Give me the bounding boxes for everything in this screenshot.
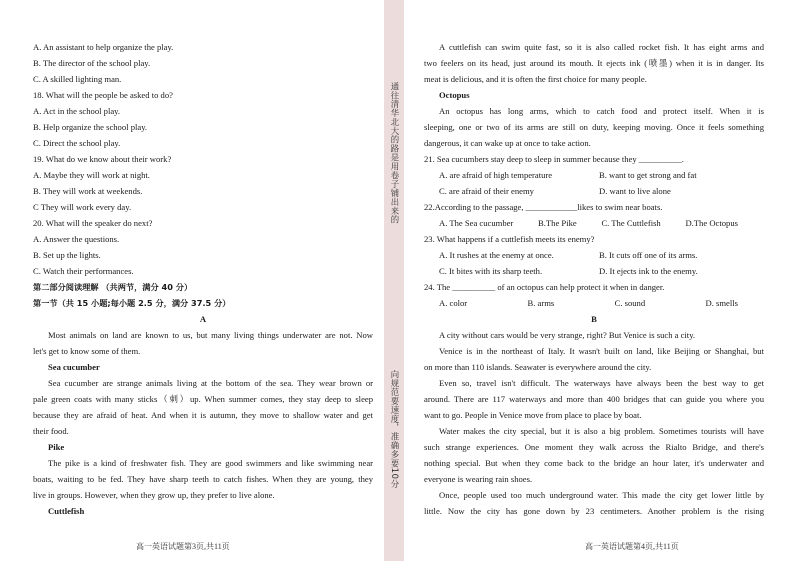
venice-line: Once, people used too much underground water. This made the city get lower little by [439,490,764,500]
q20-option-a: A. Answer the questions. [33,234,120,244]
q17-option-b: B. The director of the school play. [33,58,151,68]
sea-cucumber-line: because they are afraid of heat. And when it is autumn, they move to shallow water and get [33,410,373,420]
q20-question: 20. What will the speaker do next? [33,218,153,228]
q22-option-c: C. The Cuttlefish [601,218,661,228]
q22-option-b: B.The Pike [538,218,577,228]
q23-option-a: A. It rushes at the enemy at once. [439,250,554,260]
section-one-title: 第一节（共 15 小题;每小题 2.5 分，满分 37.5 分） [33,298,231,308]
page-footer-right: 高一英语试题第4页,共11页 [585,542,679,551]
intro-line: let's get to know some of them. [33,346,141,356]
q21-question: 21. Sea cucumbers stay deep to sleep in summer because they __________. [424,154,684,164]
cuttlefish-line: A cuttlefish can swim quite fast, so it is also called rocket fish. It has eight arms and [439,42,764,52]
page-footer-left: 高一英语试题第3页,共11页 [136,542,230,551]
pike-heading: Pike [48,442,65,452]
venice-line: around. There are 117 waterways and more than 400 bridges that can guide you where you [424,394,764,404]
q20-option-b: B. Set up the lights. [33,250,101,260]
sea-cucumber-line: their food. [33,426,69,436]
q19-option-a: A. Maybe they will work at night. [33,170,150,180]
q21-options-row [424,167,764,183]
pike-line: The pike is a kind of freshwater fish. They are good swimmers and like swimming near [48,458,373,468]
q24-options-row [424,295,764,311]
q23-option-c: C. It bites with its sharp teeth. [439,266,543,276]
sea-cucumber-heading: Sea cucumber [48,362,100,372]
venice-line: on more than 110 islands. Seawater is everywhere around the city. [424,362,652,372]
q19-question: 19. What do we know about their work? [33,154,172,164]
q17-option-a: A. An assistant to help organize the play. [33,42,174,52]
left-page [33,39,373,519]
cuttlefish-heading: Cuttlefish [48,506,85,516]
venice-line: nothing special. But when they come back to the bridge an hour later, it's underwater and [424,458,764,468]
q22-option-d: D.The Octopus [685,218,738,228]
q24-question: 24. The __________ of an octopus can help protect it when in danger. [424,282,665,292]
q22-question: 22.According to the passage, ____________likes to swim near boats. [424,202,663,212]
venice-line: A city without cars would be very strange, right? But Venice is such a city. [439,330,696,340]
q21-options-row [424,183,764,199]
venice-line: Water makes the city special, but it is also a big problem. Sometimes tourists will have [439,426,764,436]
q21-option-d: D. want to live alone [599,186,671,196]
q19-option-c: C They will work every day. [33,202,132,212]
q24-option-b: B. arms [527,298,555,308]
q22-options-row [424,215,764,231]
pike-line: live in groups. However, when they grow up, they prefer to live alone. [33,490,275,500]
q21-option-c: C. are afraid of their enemy [439,186,534,196]
q19-option-b: B. They will work at weekends. [33,186,143,196]
octopus-line: sleeping, one or two of its arms are still on duty, keeping moving. Once it feels something [424,122,764,132]
venice-line: such strange experiences. One moment they walk across the Rialto Bridge, and there's [424,442,764,452]
cuttlefish-line: two feelers on its head, just around its mouth. It ejects ink (喷墨) when it is in danger. Its [424,58,764,68]
passage-a-letter: A [199,314,207,324]
venice-line: want to go. People in Venice move from place to place by boat. [424,410,642,420]
octopus-line: An octopus has long arms, which to catch food and protect itself. When it is [439,106,764,116]
q18-question: 18. What will the people be asked to do? [33,90,173,100]
q23-question: 23. What happens if a cuttlefish meets its enemy? [424,234,595,244]
venice-line: Even so, travel isn't difficult. The waterways have always been the best way to get [439,378,764,388]
q24-option-c: C. sound [614,298,646,308]
q21-option-a: A. are afraid of high temperature [439,170,553,180]
venice-line: little. Now the city has gone down by 23 centimeters. Another problem is the rising [424,506,764,516]
q24-option-d: D. smells [705,298,738,308]
part-two-title: 第二部分阅读理解 （共两节，满分 40 分） [33,282,193,292]
q21-option-b: B. want to get strong and fat [599,170,697,180]
passage-b-letter: B [591,314,597,324]
q23-option-d: D. It ejects ink to the enemy. [599,266,698,276]
intro-line: Most animals on land are known to us, but many living things underwater are not. Now [48,330,373,340]
q23-option-b: B. It cuts off one of its arms. [599,250,698,260]
q20-option-c: C. Watch their performances. [33,266,134,276]
octopus-heading: Octopus [439,90,470,100]
gutter-motto-top: 通往清华北大的路是用卷子铺出来的 [390,82,400,225]
sea-cucumber-line: pale green coats with many sticks（刺）up. When summer comes, they stay deep to sleep [33,394,373,404]
q22-option-a: A. The Sea cucumber [439,218,514,228]
gutter-motto-bottom: 向规范要速度，准确多要10分 [390,370,400,489]
q18-option-a: A. Act in the school play. [33,106,121,116]
q18-option-b: B. Help organize the school play. [33,122,148,132]
q24-option-a: A. color [439,298,468,308]
sea-cucumber-line: Sea cucumber are strange animals living at the bottom of the sea. They wear brown or [48,378,373,388]
venice-line: everyone is wearing rain shoes. [424,474,533,484]
pike-line: boats, waiting to be fed. They have sharp teeth to catch fishes. When they are young, they [33,474,373,484]
q23-options-row [424,247,764,263]
q17-option-c: C. A skilled lighting man. [33,74,122,84]
q23-options-row [424,263,764,279]
venice-line: Venice is in the northeast of Italy. It wasn't built on land, like Beijing or Shanghai, but [439,346,764,356]
q18-option-c: C. Direct the school play. [33,138,121,148]
right-page [424,39,764,519]
cuttlefish-line: meat is delicious, and it is often the first choice for many people. [424,74,647,84]
octopus-line: dangerous, it can wake up at once to take action. [424,138,591,148]
